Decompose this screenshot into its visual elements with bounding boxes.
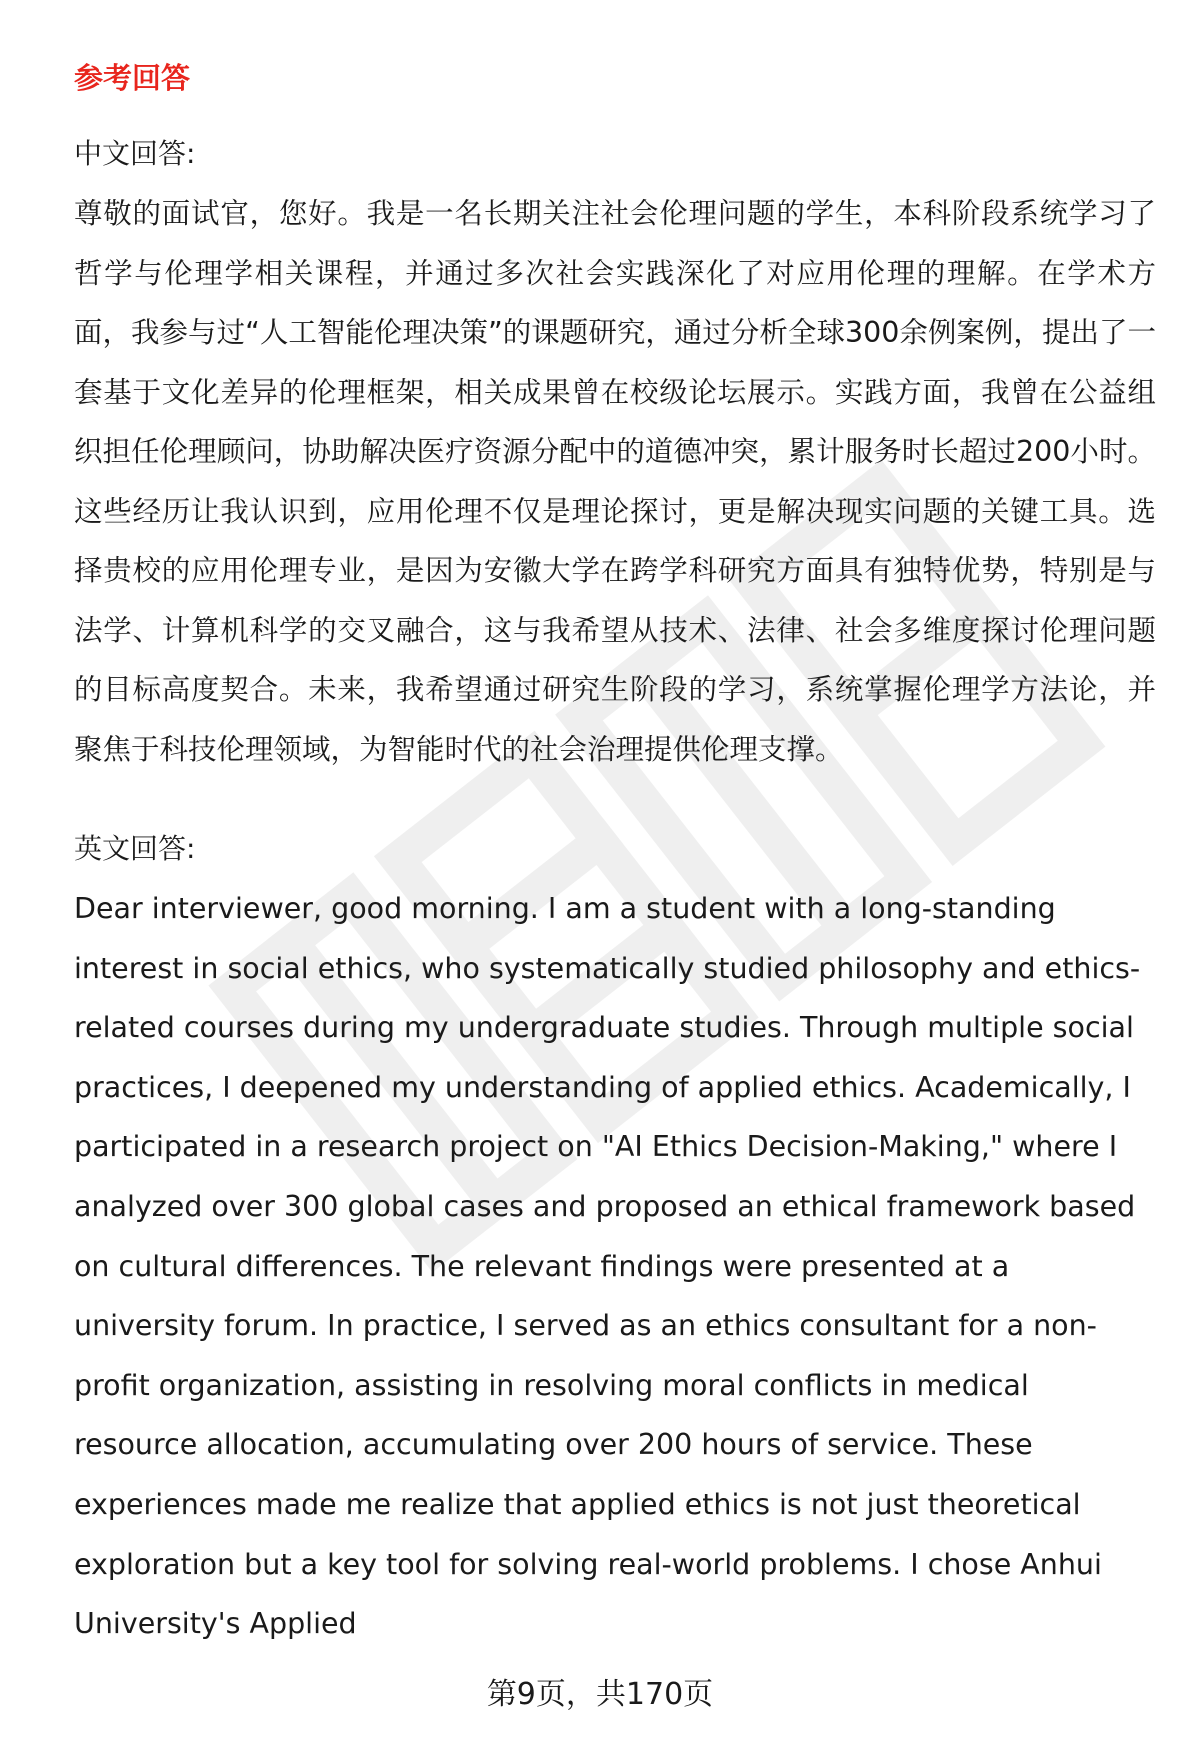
english-answer-body: Dear interviewer, good morning. I am a student with a long-standing interest in social ethics, who systematically studied philosophy and ethics-related courses during my undergraduate studies. Through multiple social practices, I deepened my understanding of applied ethics. Academically, I participated in a research project on "AI Ethics Decision-Making," where I analyzed over 300 global cases and proposed an ethical framework based on cultural differences. The relevant findings were presented at a university forum. In practice, I served as an ethics consultant for a non-profit organization, assisting in resolving moral conflicts in medical resource allocation, accumulating over 200 hours of service. These experiences made me realize that applied ethics is not just theoretical exploration but a key tool for solving real-world problems. I chose Anhui University's Applied — [74, 892, 1141, 1641]
page-number: 第9页，共170页 — [486, 1677, 714, 1712]
chinese-answer-heading: 中文回答: — [74, 137, 196, 170]
section-spacer — [74, 779, 1156, 819]
section-title: 参考回答 — [74, 61, 191, 95]
main-content — [74, 56, 1156, 1654]
chinese-answer-body: 尊敬的面试官，您好。我是一名长期关注社会伦理问题的学生，本科阶段系统学习了哲学与伦理学相关课程，并通过多次社会实践深化了对应用伦理的理解。在学术方面，我参与过“人工智能伦理决策”的课题研究，通过分析全球300余例案例，提出了一套基于文化差异的伦理框架，相关成果曾在校级论坛展示。实践方面，我曾在公益组织担任伦理顾问，协助解决医疗资源分配中的道德冲突，累计服务时长超过200小时。这些经历让我认识到，应用伦理不仅是理论探讨，更是解决现实问题的关键工具。选择贵校的应用伦理专业，是因为安徽大学在跨学科研究方面具有独特优势，特别是与法学、计算机科学的交叉融合，这与我希望从技术、法律、社会多维度探讨伦理问题的目标高度契合。未来，我希望通过研究生阶段的学习，系统掌握伦理学方法论，并聚焦于科技伦理领域，为智能时代的社会治理提供伦理支撑。 — [74, 197, 1156, 766]
english-answer-heading: 英文回答: — [74, 832, 196, 865]
